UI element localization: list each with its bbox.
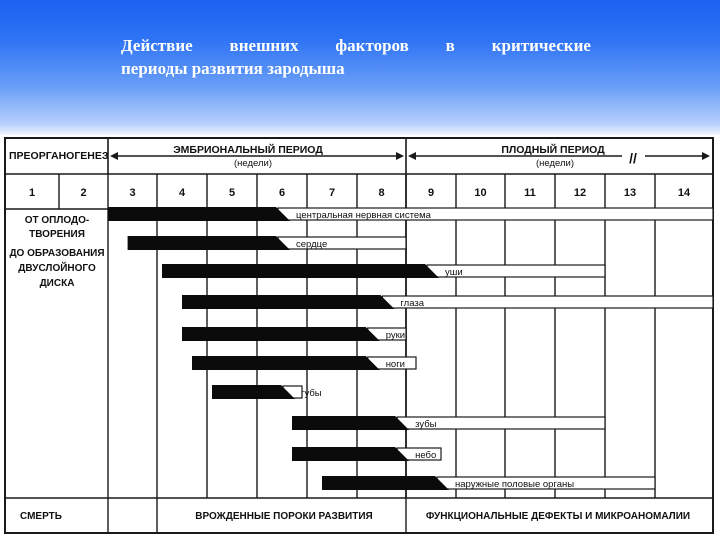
preorganogenesis-note-line: ДО ОБРАЗОВАНИЯ <box>9 248 105 259</box>
week-number: 13 <box>623 187 637 199</box>
organ-label: сердце <box>296 239 328 250</box>
week-number: 8 <box>378 187 385 199</box>
organ-bar <box>292 416 605 430</box>
week-number: 7 <box>328 187 336 199</box>
week-number: 14 <box>677 187 691 199</box>
week-number: 1 <box>28 187 36 199</box>
organ-label: ноги <box>385 359 406 370</box>
preorganogenesis-label: ПРЕОРГАНОГЕНЕЗ <box>9 150 109 162</box>
organ-label: наружные половые органы <box>455 479 575 490</box>
organ-bar <box>292 447 441 461</box>
fetal-unit-label: (недели) <box>535 158 575 169</box>
organ-label: руки <box>385 330 406 341</box>
arrow-head-right <box>396 152 404 160</box>
organ-label: небо <box>415 450 437 461</box>
embryonic-unit-label: (недели) <box>233 158 273 169</box>
week-number: 2 <box>80 187 87 199</box>
critical-period-bar <box>182 295 394 309</box>
organ-bar <box>322 476 655 490</box>
sensitive-period-bar <box>382 296 713 308</box>
footer-congenital: ВРОЖДЕННЫЕ ПОРОКИ РАЗВИТИЯ <box>195 511 373 522</box>
title-word: факторов <box>335 36 409 55</box>
organ-bar <box>182 327 406 341</box>
organ-label: глаза <box>400 298 425 309</box>
week-number: 9 <box>427 187 435 199</box>
organ-bar <box>212 385 322 399</box>
week-number: 10 <box>474 187 487 199</box>
embryonic-period-label: ЭМБРИОНАЛЬНЫЙ ПЕРИОД <box>173 144 323 156</box>
arrow-head-left <box>408 152 416 160</box>
organ-bar <box>192 356 416 370</box>
slide-title-line-2: периоды развития зародыша <box>121 59 345 78</box>
week-number: 11 <box>524 187 536 199</box>
critical-period-bar <box>128 236 290 250</box>
week-number: 6 <box>278 187 286 199</box>
week-number: 3 <box>129 187 136 199</box>
fetal-period-label: ПЛОДНЫЙ ПЕРИОД <box>501 144 605 156</box>
organ-label: зубы <box>415 419 437 430</box>
footer-functional: ФУНКЦИОНАЛЬНЫЕ ДЕФЕКТЫ И МИКРОАНОМАЛИИ <box>425 511 691 522</box>
title-word: критические <box>491 36 591 55</box>
preorganogenesis-note-line: ДВУСЛОЙНОГО <box>18 263 96 274</box>
arrow-head-right <box>702 152 710 160</box>
bars-layer <box>108 207 713 490</box>
critical-period-bar <box>292 416 409 430</box>
organ-bar <box>108 207 713 221</box>
footer-death: СМЕРТЬ <box>20 511 62 522</box>
week-number: 4 <box>178 187 186 199</box>
preorganogenesis-note-line: ДИСКА <box>39 278 75 289</box>
critical-period-bar <box>322 476 449 490</box>
axis-break-mark: // <box>629 150 637 166</box>
preorganogenesis-note-line: ТВОРЕНИЯ <box>29 229 85 240</box>
critical-period-bar <box>182 327 380 341</box>
critical-period-bar <box>192 356 380 370</box>
organ-label: губы <box>301 388 322 399</box>
title-word: внешних <box>229 36 299 55</box>
arrow-head-left <box>110 152 118 160</box>
organ-label: центральная нервная система <box>296 210 431 221</box>
organ-label: уши <box>445 267 463 278</box>
organ-bar <box>128 236 406 250</box>
preorganogenesis-note-line: ОТ ОПЛОДО- <box>24 215 90 226</box>
organ-bar <box>182 295 713 309</box>
critical-period-bar <box>212 385 295 399</box>
critical-period-bar <box>292 447 409 461</box>
critical-period-bar <box>162 264 439 278</box>
week-number: 12 <box>573 187 587 199</box>
organ-bar <box>162 264 605 278</box>
title-word: в <box>445 36 455 55</box>
title-word: Действие <box>121 36 193 55</box>
week-number: 5 <box>228 187 236 199</box>
critical-period-bar <box>108 207 290 221</box>
